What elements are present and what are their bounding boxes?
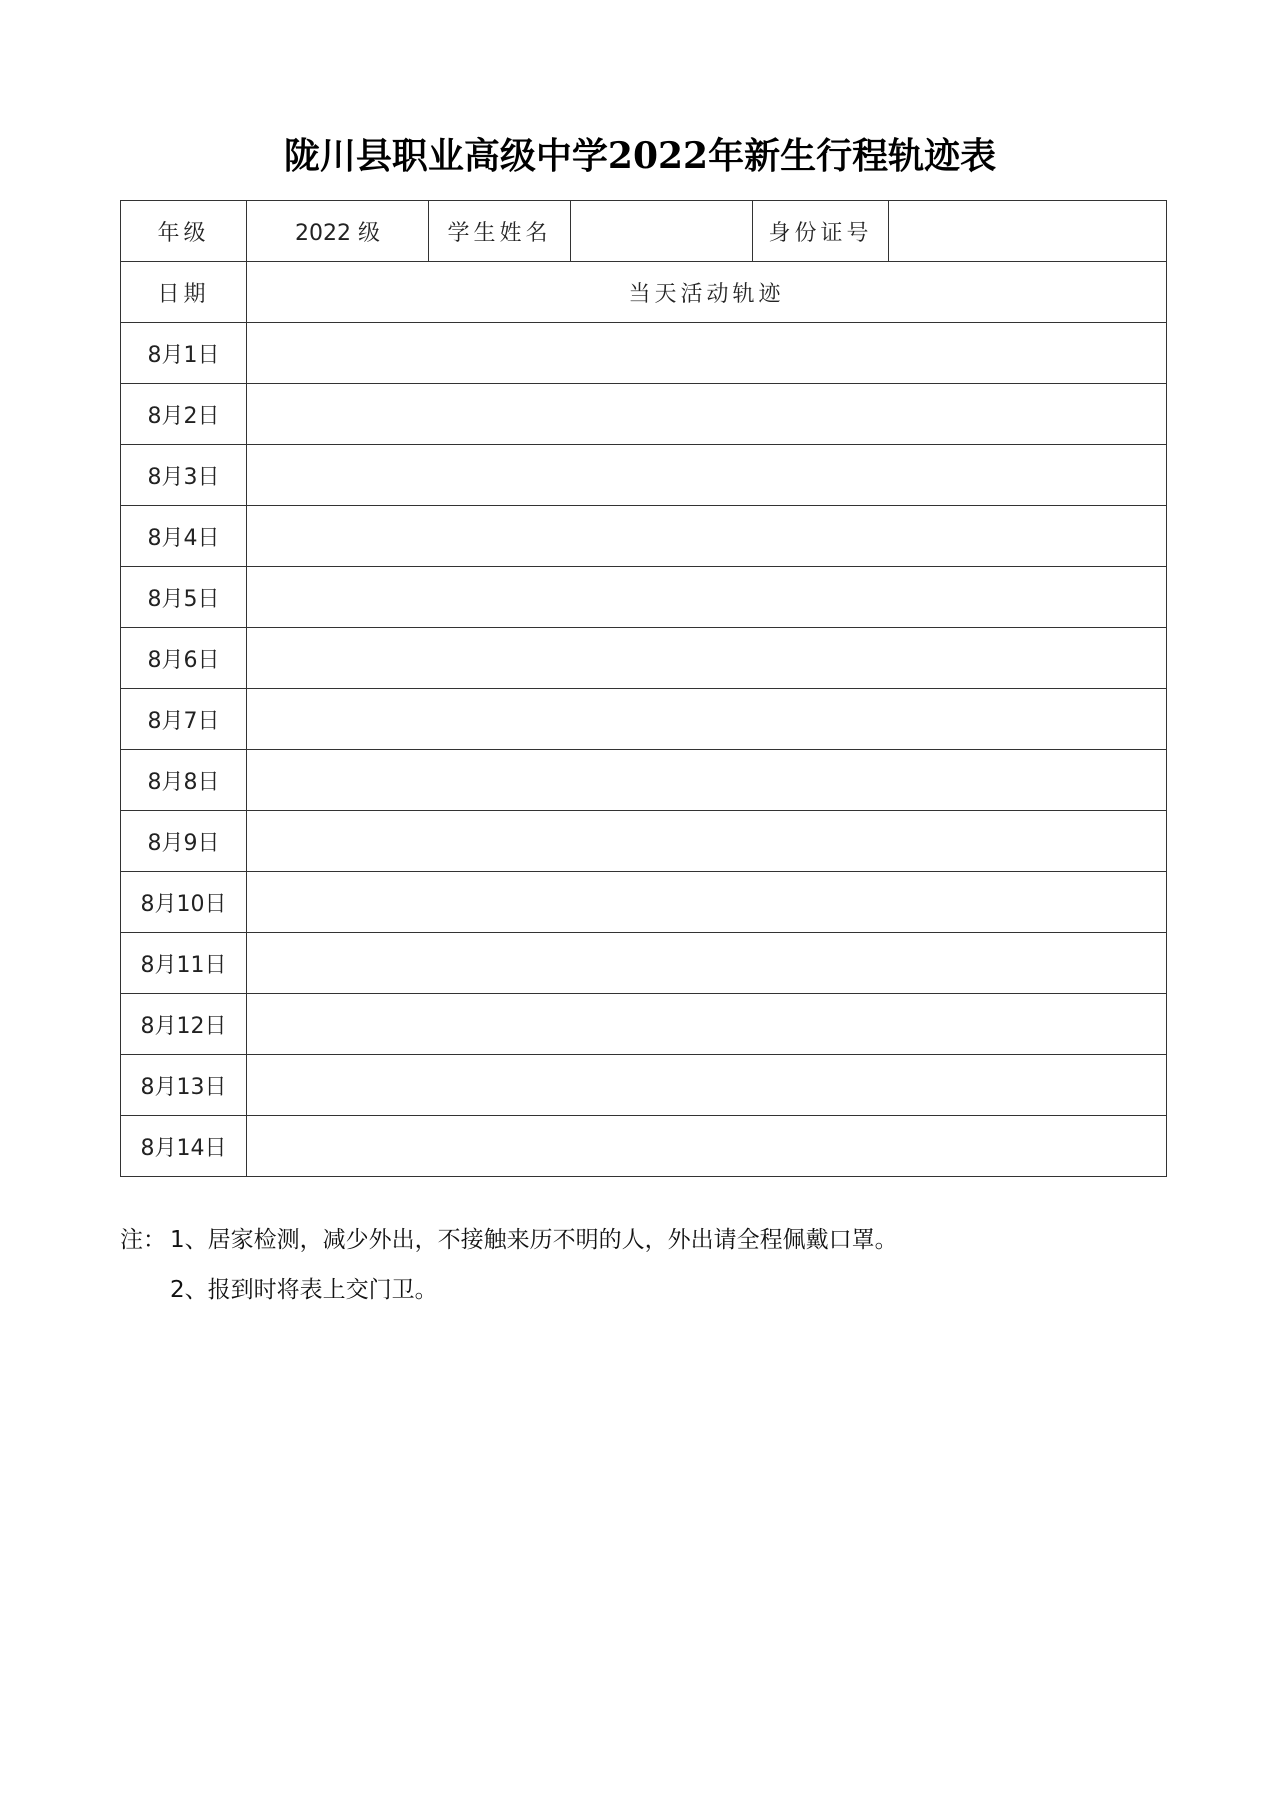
activity-cell[interactable] [247, 933, 1167, 994]
date-cell: 8月3日 [121, 445, 247, 506]
student-name-label: 学生姓名 [429, 201, 571, 262]
table-row [121, 689, 1167, 750]
note-item: 2、报到时将表上交门卫。 [170, 1277, 438, 1303]
date-cell: 8月14日 [121, 1116, 247, 1177]
notes-section [120, 1222, 1180, 1322]
note-line-1 [120, 1222, 1180, 1272]
activity-cell[interactable] [247, 994, 1167, 1055]
date-cell: 8月6日 [121, 628, 247, 689]
id-number-label: 身份证号 [753, 201, 889, 262]
table-row [121, 384, 1167, 445]
table-row [121, 1116, 1167, 1177]
date-cell: 8月7日 [121, 689, 247, 750]
date-cell: 8月4日 [121, 506, 247, 567]
activity-cell[interactable] [247, 689, 1167, 750]
date-cell: 8月10日 [121, 872, 247, 933]
activity-cell[interactable] [247, 1055, 1167, 1116]
activity-cell[interactable] [247, 1116, 1167, 1177]
table-row [121, 872, 1167, 933]
table-row [121, 994, 1167, 1055]
date-cell: 8月5日 [121, 567, 247, 628]
date-cell: 8月1日 [121, 323, 247, 384]
date-cell: 8月11日 [121, 933, 247, 994]
table-row [121, 323, 1167, 384]
notes-prefix: 注： [120, 1227, 166, 1253]
note-line-2 [120, 1272, 1180, 1322]
table-row [121, 567, 1167, 628]
document-title: 陇川县职业高级中学2022年新生行程轨迹表 [283, 135, 997, 177]
activity-cell[interactable] [247, 628, 1167, 689]
activity-cell[interactable] [247, 445, 1167, 506]
table-row [121, 445, 1167, 506]
table-row [121, 1055, 1167, 1116]
table-body [121, 201, 1167, 1177]
student-name-field[interactable] [571, 201, 753, 262]
activity-cell[interactable] [247, 811, 1167, 872]
itinerary-table [120, 200, 1167, 1177]
activity-cell[interactable] [247, 750, 1167, 811]
activity-column-header: 当天活动轨迹 [247, 262, 1167, 323]
activity-cell[interactable] [247, 384, 1167, 445]
table-row [121, 750, 1167, 811]
id-number-field[interactable] [889, 201, 1167, 262]
table-row [121, 811, 1167, 872]
table-row [121, 506, 1167, 567]
column-header-row [121, 262, 1167, 323]
activity-cell[interactable] [247, 567, 1167, 628]
date-cell: 8月2日 [121, 384, 247, 445]
date-column-header: 日期 [121, 262, 247, 323]
table-row [121, 628, 1167, 689]
grade-label: 年级 [121, 201, 247, 262]
activity-cell[interactable] [247, 506, 1167, 567]
header-info-row [121, 201, 1167, 262]
date-cell: 8月13日 [121, 1055, 247, 1116]
date-cell: 8月8日 [121, 750, 247, 811]
grade-value: 2022 级 [247, 201, 429, 262]
date-cell: 8月12日 [121, 994, 247, 1055]
activity-cell[interactable] [247, 872, 1167, 933]
note-item: 1、居家检测，减少外出，不接触来历不明的人，外出请全程佩戴口罩。 [170, 1227, 898, 1253]
date-cell: 8月9日 [121, 811, 247, 872]
activity-cell[interactable] [247, 323, 1167, 384]
table-row [121, 933, 1167, 994]
